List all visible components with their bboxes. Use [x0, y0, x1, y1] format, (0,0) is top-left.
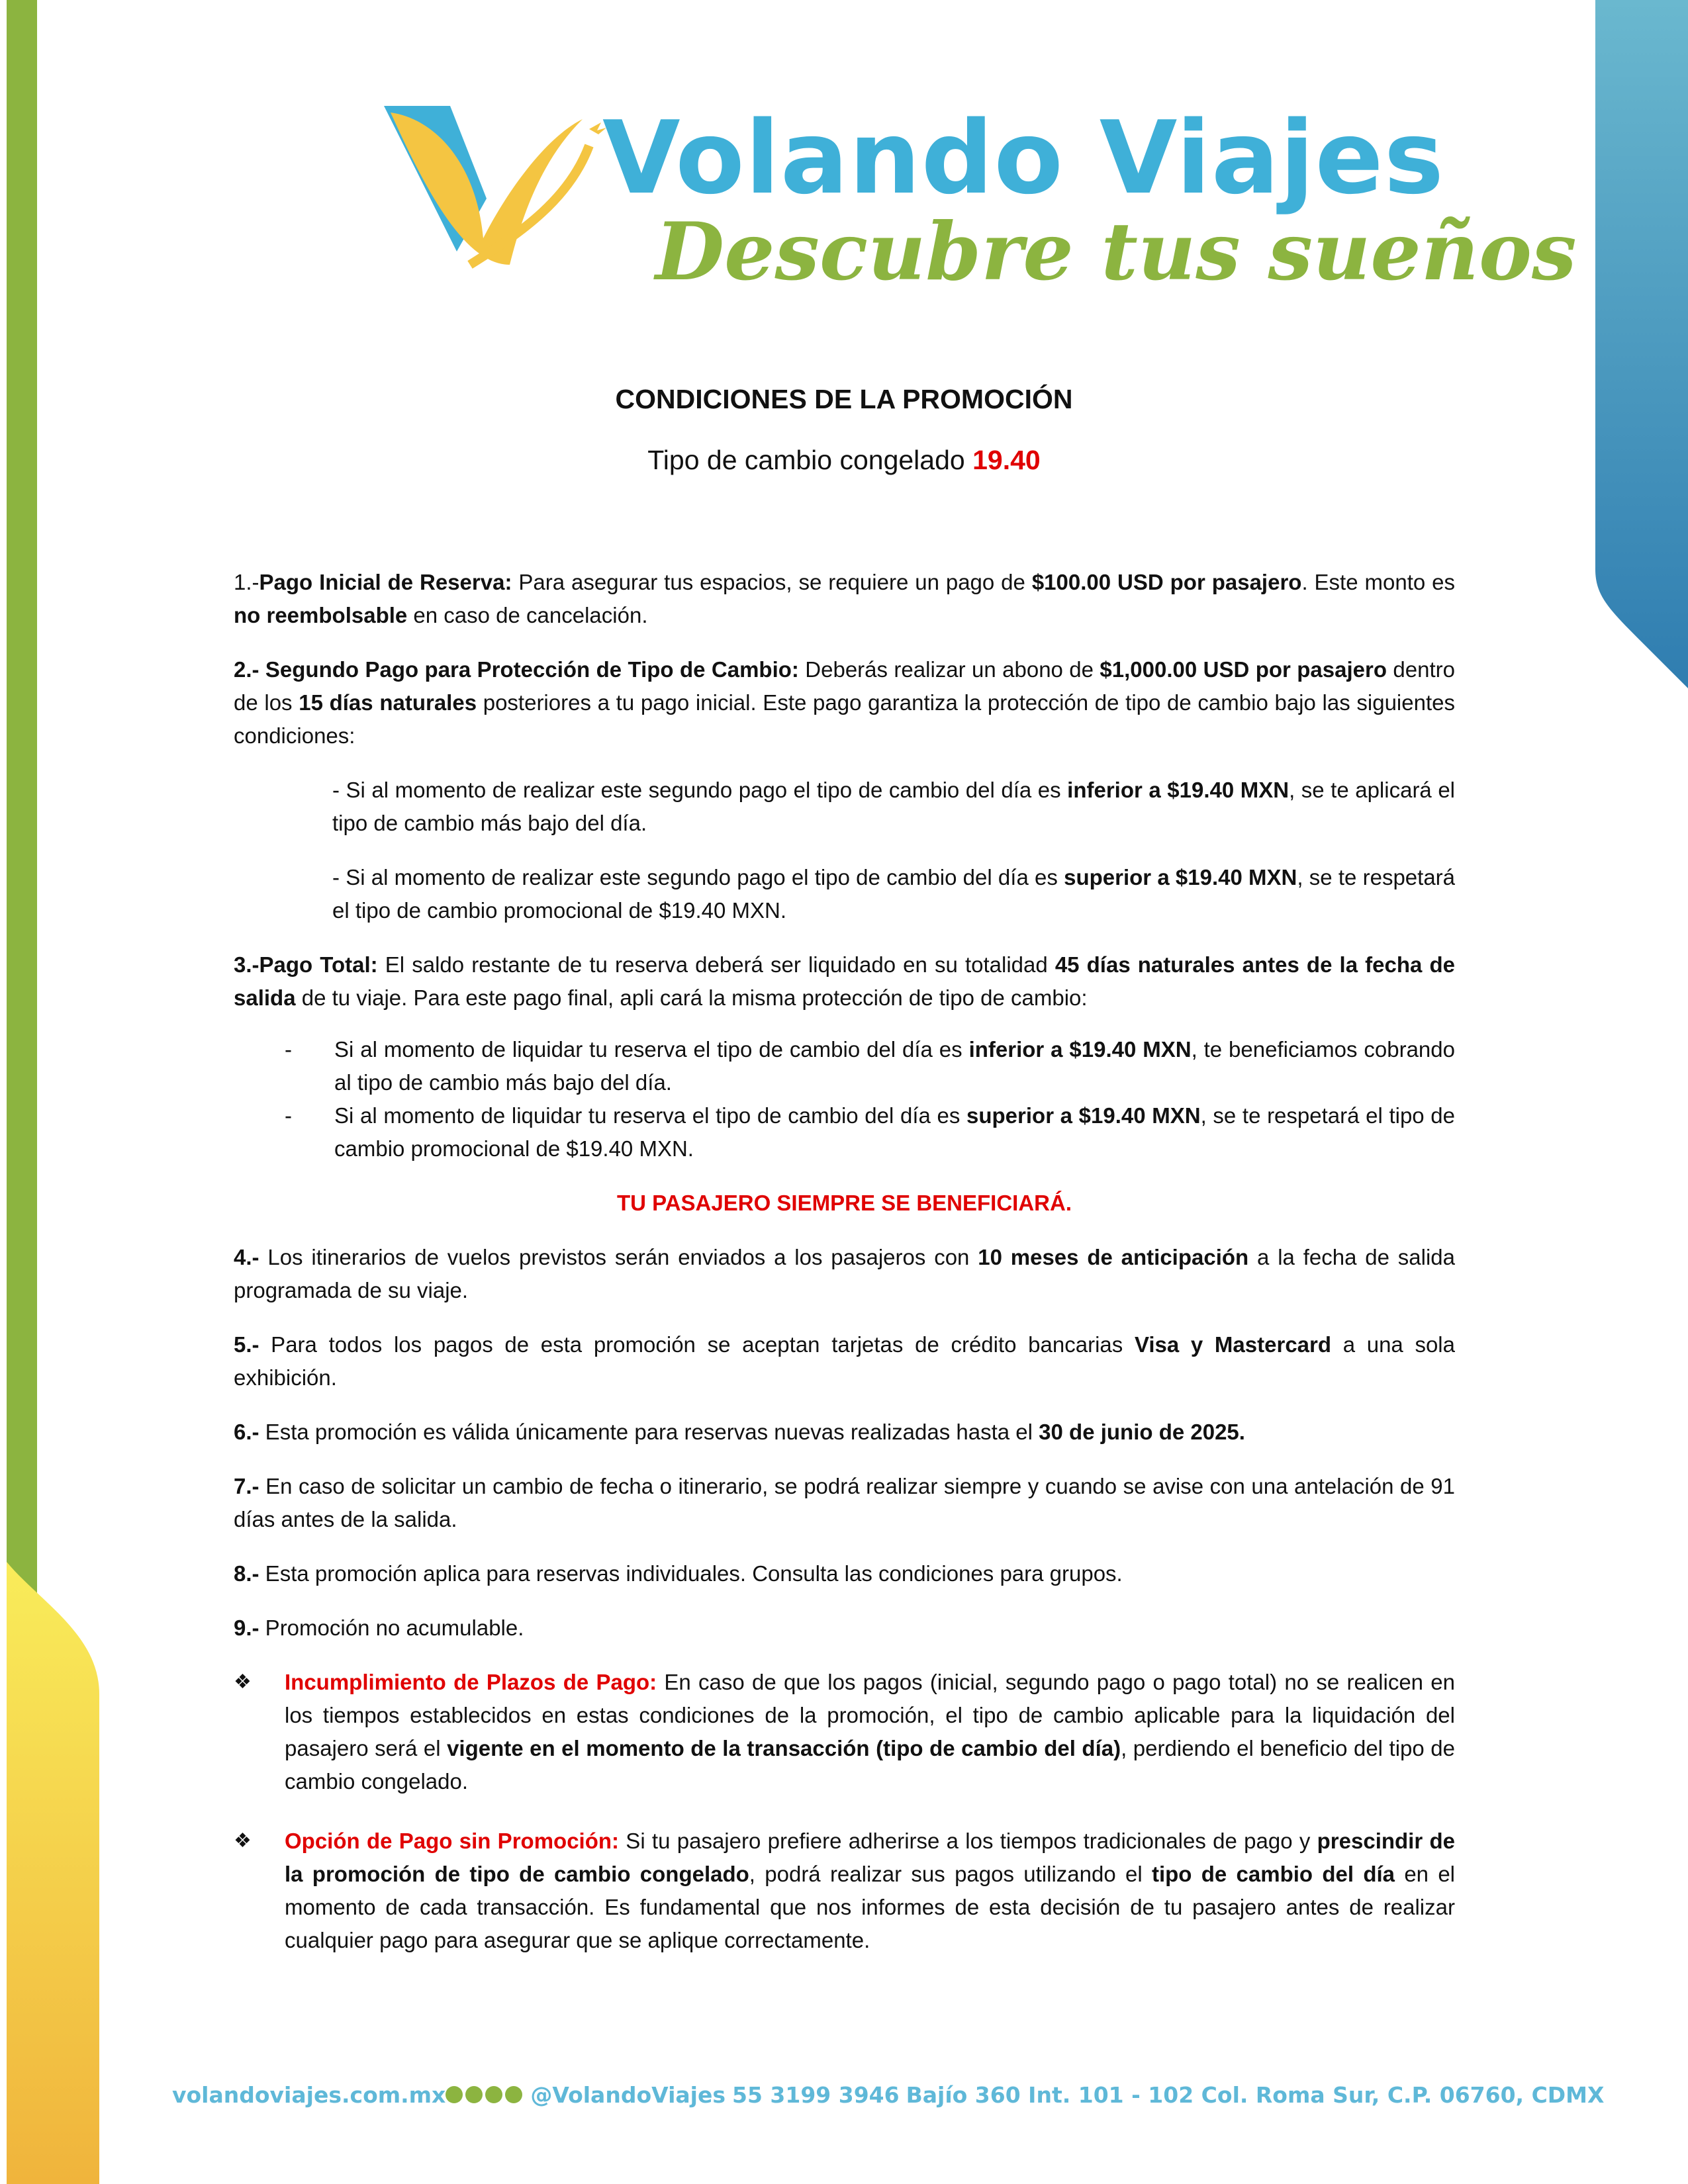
condition-text: Para todos los pagos de esta promoción se aceptan tarjetas de crédito bancarias	[259, 1332, 1135, 1357]
condition-2-sub-2	[332, 861, 1455, 927]
conditions-content	[234, 566, 1455, 1983]
condition-8	[234, 1557, 1455, 1590]
bullet-heading: Opción de Pago sin Promoción:	[285, 1829, 620, 1853]
condition-heading: 3.-Pago Total:	[234, 952, 378, 977]
condition-text: , te beneficiamos cobrando al tipo de cambio más bajo del día.	[334, 1037, 1455, 1095]
brand-name: Volando Viajes	[602, 99, 1445, 216]
benefit-highlight: TU PASAJERO SIEMPRE SE BENEFICIARÁ.	[617, 1191, 1072, 1215]
condition-bold: 15 días naturales	[299, 690, 477, 715]
condition-3	[234, 948, 1455, 1015]
footer-website[interactable]: volandoviajes.com.mx	[172, 2081, 446, 2108]
left-decorative-bar	[0, 0, 99, 2184]
condition-text: En caso de solicitar un cambio de fecha o itinerario, se podrá realizar siempre y cuando se avise con una antelación de 91 días antes de la salida.	[234, 1474, 1455, 1531]
condition-5	[234, 1328, 1455, 1394]
condition-text: Los itinerarios de vuelos previstos serán enviados a los pasajeros con	[259, 1245, 978, 1269]
condition-text: de tu viaje. Para este pago final, apli cará la misma protección de tipo de cambio:	[295, 985, 1088, 1010]
footer-phone[interactable]: 55 3199 3946	[732, 2081, 900, 2108]
condition-text: posteriores a tu pago inicial. Este pago garantiza la protección de tipo de cambio bajo las siguientes condiciones:	[234, 690, 1455, 748]
condition-text: , se te aplicará el tipo de cambio más bajo del día.	[332, 778, 1456, 835]
youtube-icon[interactable]	[505, 2086, 522, 2103]
condition-text: Si al momento de liquidar tu reserva el tipo de cambio del día es	[334, 1103, 966, 1128]
exchange-rate-value: 19.40	[972, 445, 1041, 475]
condition-text: en el momento de cada transacción. Es fundamental que nos informes de esta decisión de tu pasajero antes de realizar cualquier pago para asegurar que se aplique correctamente.	[285, 1862, 1456, 1952]
condition-number: 4.-	[234, 1245, 259, 1269]
condition-bold: no reembolsable	[234, 603, 408, 627]
condition-6	[234, 1416, 1455, 1449]
condition-bold: superior a $19.40 MXN	[1064, 865, 1297, 889]
condition-bold: 10 meses de anticipación	[978, 1245, 1249, 1269]
condition-text: en caso de cancelación.	[407, 603, 648, 627]
condition-text: Esta promoción es válida únicamente para reservas nuevas realizadas hasta el	[259, 1420, 1039, 1444]
condition-heading: Pago Inicial de Reserva:	[259, 570, 512, 594]
condition-text: Deberás realizar un abono de	[798, 657, 1100, 682]
footer-social-handle[interactable]: @VolandoViajes	[530, 2081, 726, 2108]
condition-2	[234, 653, 1455, 752]
condition-number: 6.-	[234, 1420, 259, 1444]
condition-text: Para asegurar tus espacios, se requiere un pago de	[512, 570, 1032, 594]
condition-text: . Este monto es	[1301, 570, 1455, 594]
condition-9	[234, 1612, 1455, 1645]
condition-text: , perdiendo el beneficio del tipo de cambio congelado.	[285, 1736, 1455, 1794]
condition-1	[234, 566, 1455, 632]
right-decorative-tab	[1595, 0, 1688, 688]
condition-text: Si tu pasajero prefiere adherirse a los tiempos tradicionales de pago y	[619, 1829, 1317, 1853]
footer-address: Bajío 360 Int. 101 - 102 Col. Roma Sur, C.P. 06760, CDMX	[906, 2081, 1605, 2108]
document-title: CONDICIONES DE LA PROMOCIÓN	[615, 384, 1073, 414]
condition-number: 9.-	[234, 1615, 259, 1640]
bullet-no-promotion	[234, 1825, 1455, 1957]
condition-text: , se te respetará el tipo de cambio promocional de $19.40 MXN.	[332, 865, 1456, 923]
condition-bold: 30 de junio de 2025.	[1039, 1420, 1245, 1444]
condition-text: a la fecha de salida programada de su viaje.	[234, 1245, 1455, 1302]
condition-number: 5.-	[234, 1332, 259, 1357]
condition-text: En caso de que los pagos (inicial, segundo pago o pago total) no se realicen en los tiempos establecidos en estas condiciones de la promoción, el tipo de cambio aplicable para la liquidación del pasajero será el	[285, 1670, 1455, 1760]
condition-bold: inferior a $19.40 MXN	[968, 1037, 1192, 1062]
document-subtitle	[0, 445, 1688, 476]
brand-tagline: Descubre tus sueños	[655, 205, 1577, 298]
condition-text: Esta promoción aplica para reservas individuales. Consulta las condiciones para grupos.	[259, 1561, 1123, 1586]
bullet-late-payment	[234, 1666, 1455, 1798]
bullet-heading: Incumplimiento de Plazos de Pago:	[285, 1670, 657, 1694]
condition-heading: 2.- Segundo Pago para Protección de Tipo de Cambio:	[234, 657, 799, 682]
condition-text: Si al momento de liquidar tu reserva el tipo de cambio del día es	[334, 1037, 969, 1062]
dash-marker: -	[285, 1103, 292, 1128]
subtitle-text: Tipo de cambio congelado	[647, 445, 973, 475]
condition-4	[234, 1241, 1455, 1307]
condition-text: dentro de los	[234, 657, 1455, 715]
condition-bold: inferior a $19.40 MXN	[1067, 778, 1289, 802]
facebook-icon[interactable]	[445, 2086, 463, 2103]
condition-bold: $100.00 USD por pasajero	[1031, 570, 1302, 594]
condition-text: , podrá realizar sus pagos utilizando el	[749, 1862, 1152, 1886]
condition-bold: $1,000.00 USD por pasajero	[1100, 657, 1387, 682]
condition-3-sub-1	[234, 1033, 1455, 1099]
condition-number: 8.-	[234, 1561, 259, 1586]
condition-bold: superior a $19.40 MXN	[966, 1103, 1201, 1128]
dash-marker: -	[285, 1037, 292, 1062]
condition-bold: vigente en el momento de la transacción (tipo de cambio del día)	[447, 1736, 1121, 1760]
condition-text: El saldo restante de tu reserva deberá ser liquidado en su totalidad	[377, 952, 1055, 977]
instagram-icon[interactable]	[485, 2086, 502, 2103]
social-icons	[445, 2086, 522, 2103]
condition-text: a una sola exhibición.	[234, 1332, 1455, 1390]
condition-text: - Si al momento de realizar este segundo pago el tipo de cambio del día es	[332, 778, 1068, 802]
diamond-bullet-icon: ❖	[234, 1671, 252, 1693]
condition-number: 1.-	[234, 570, 259, 594]
whatsapp-icon[interactable]	[465, 2086, 483, 2103]
condition-3-sub-2	[234, 1099, 1455, 1165]
condition-text: , se te respetará el tipo de cambio promocional de $19.40 MXN.	[334, 1103, 1456, 1161]
condition-text: - Si al momento de realizar este segundo pago el tipo de cambio del día es	[332, 865, 1064, 889]
condition-bold: Visa y Mastercard	[1134, 1332, 1332, 1357]
condition-number: 7.-	[234, 1474, 259, 1498]
condition-bold: tipo de cambio del día	[1151, 1862, 1395, 1886]
condition-2-sub-1	[332, 774, 1455, 840]
condition-bold: 45 días naturales antes de la fecha de salida	[234, 952, 1455, 1010]
condition-text: Promoción no acumulable.	[259, 1615, 524, 1640]
diamond-bullet-icon: ❖	[234, 1830, 252, 1852]
condition-bold: prescindir de la promoción de tipo de cambio congelado	[285, 1829, 1455, 1886]
condition-7	[234, 1470, 1455, 1536]
footer-contact	[165, 2078, 1605, 2111]
